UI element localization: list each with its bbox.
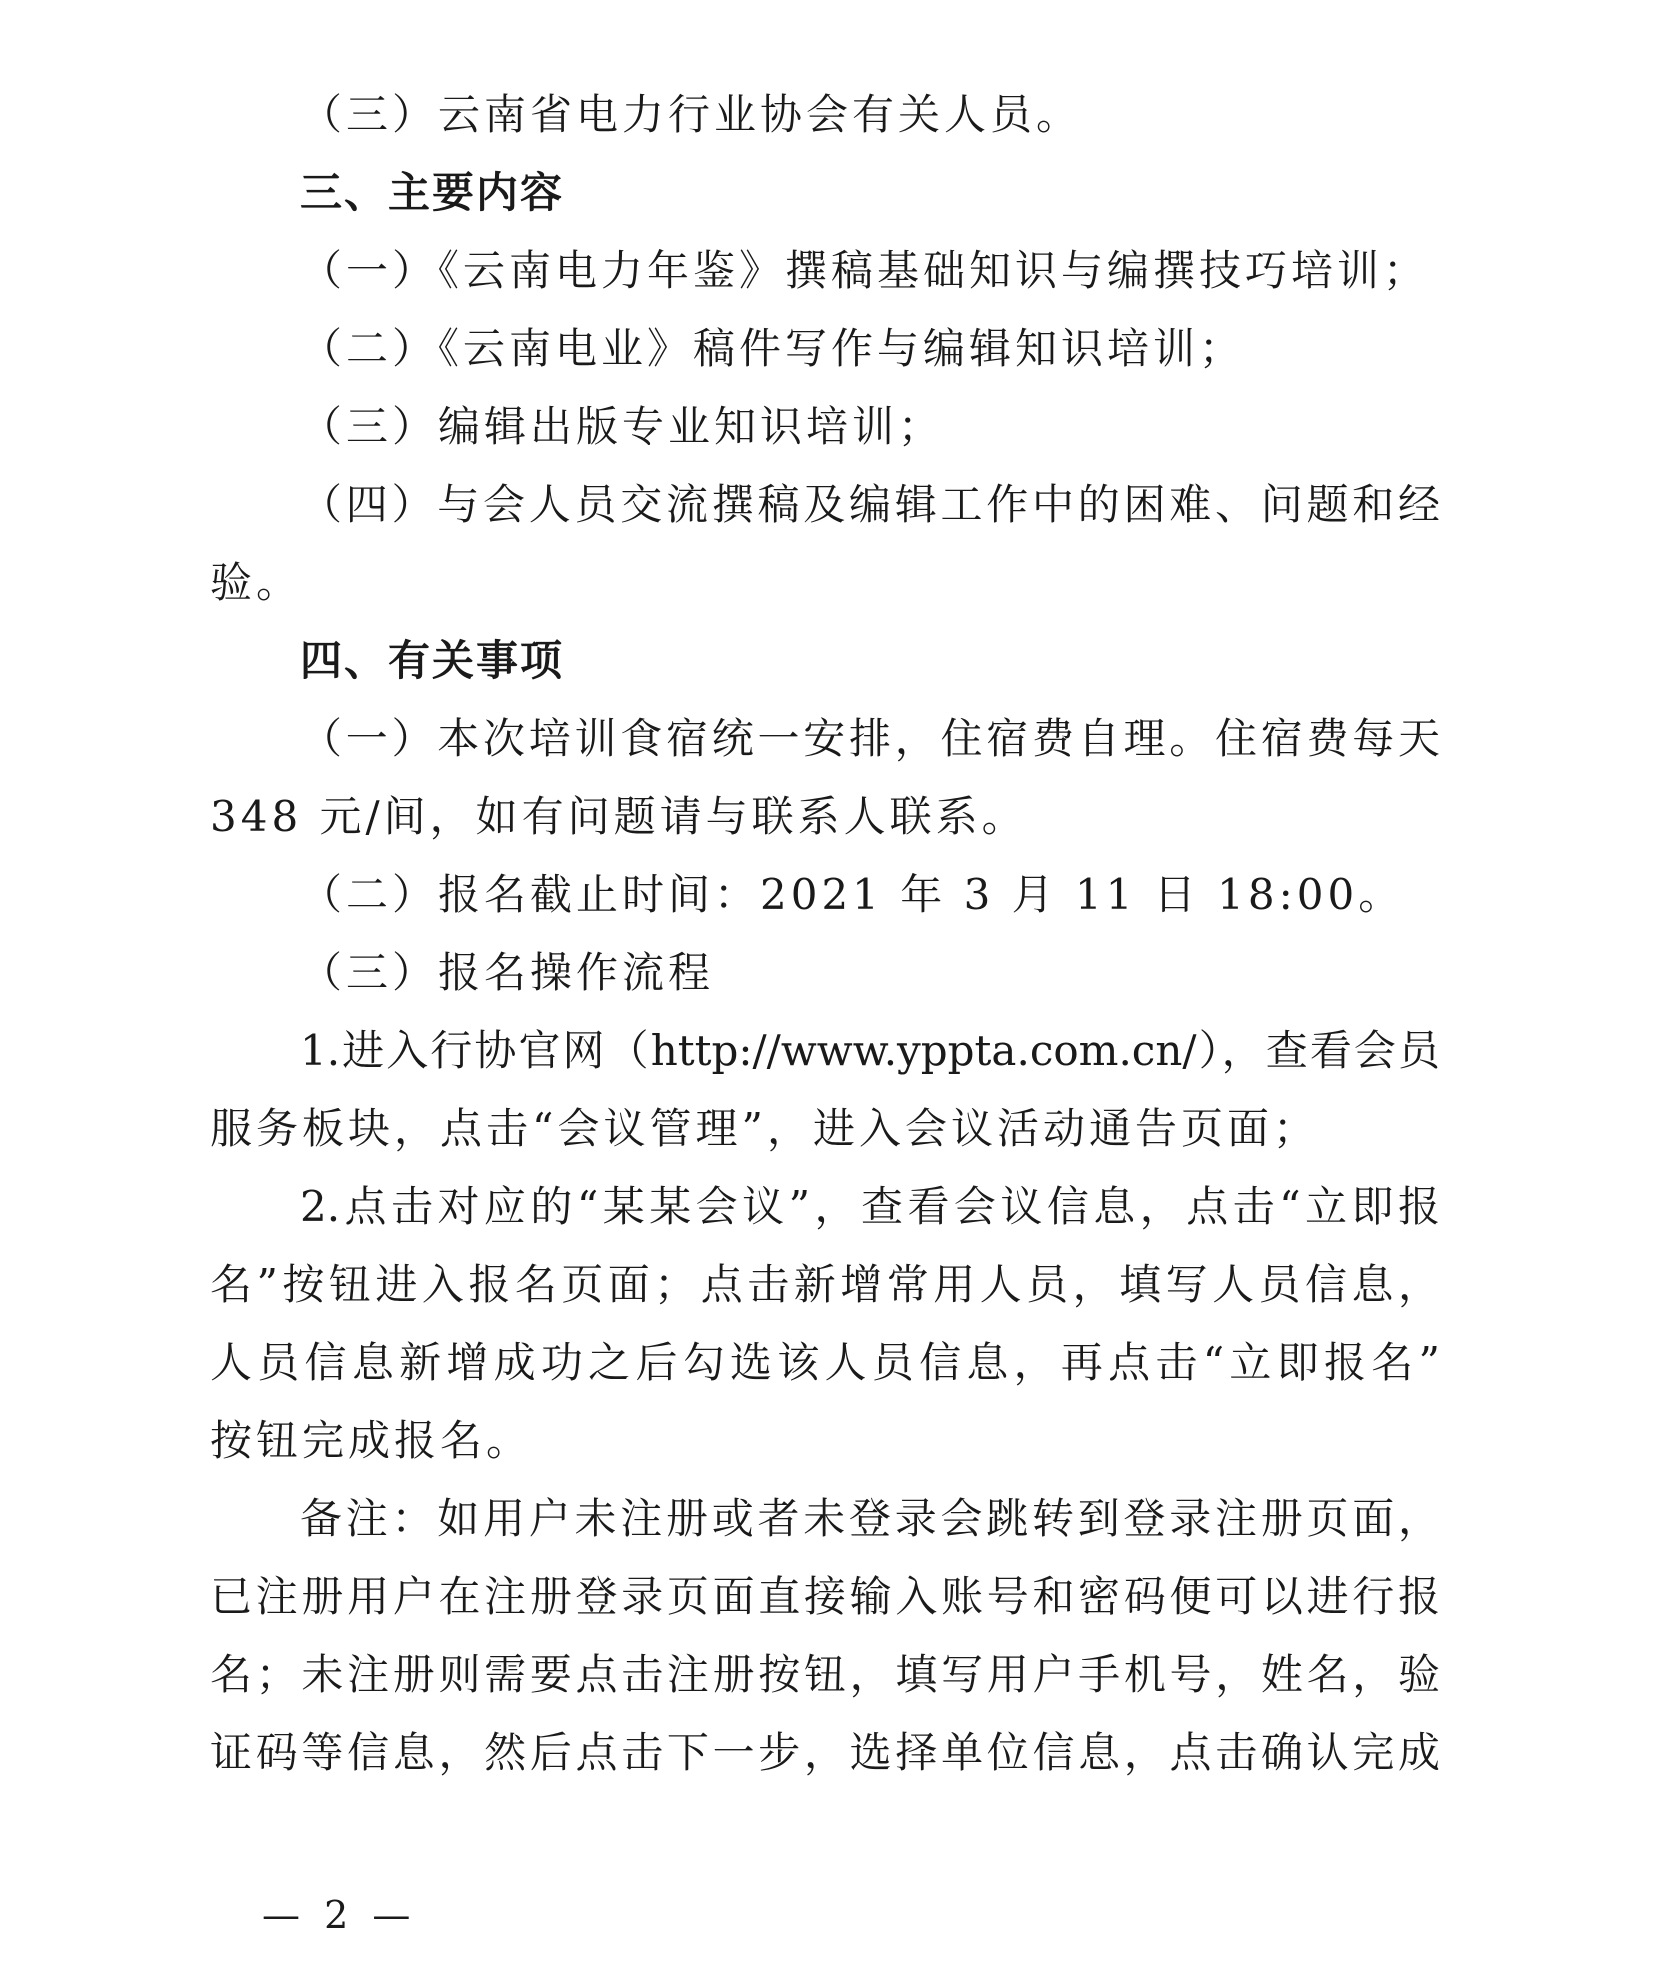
step-1-line-1: 1.进入行协官网（http://www.yppta.com.cn/），查看会员 [300,1026,1440,1075]
section-heading-related-matters: 四、有关事项 [300,636,565,685]
page-number: — 2 — [262,1893,417,1937]
step-1-line-2: 服务板块，点击“会议管理”，进入会议活动通告页面； [210,1104,1319,1153]
step-2-line-2: 名”按钮进入报名页面；点击新增常用人员，填写人员信息， [210,1260,1440,1309]
content-item-3: （三）编辑出版专业知识培训； [300,402,945,451]
personnel-item-3: （三）云南省电力行业协会有关人员。 [300,90,1083,139]
content-item-4-line-1: （四）与会人员交流撰稿及编辑工作中的困难、问题和经 [300,480,1440,529]
matter-item-2-deadline: （二）报名截止时间：2021 年 3 月 11 日 18:00。 [300,870,1405,919]
note-line-2: 已注册用户在注册登录页面直接输入账号和密码便可以进行报 [210,1572,1440,1621]
note-line-3: 名；未注册则需要点击注册按钮，填写用户手机号，姓名，验 [210,1650,1440,1699]
content-item-2: （二）《云南电业》稿件写作与编辑知识培训； [300,324,1246,373]
note-line-4: 证码等信息，然后点击下一步，选择单位信息，点击确认完成 [210,1728,1440,1777]
step-2-line-4: 按钮完成报名。 [210,1416,533,1465]
section-heading-main-content: 三、主要内容 [300,168,565,217]
step-2-line-1: 2.点击对应的“某某会议”，查看会议信息，点击“立即报 [300,1182,1440,1231]
matter-item-1-line-1: （一）本次培训食宿统一安排，住宿费自理。住宿费每天 [300,714,1440,763]
step-2-line-3: 人员信息新增成功之后勾选该人员信息，再点击“立即报名” [210,1338,1440,1387]
matter-item-3-title: （三）报名操作流程 [300,948,715,997]
content-item-1: （一）《云南电力年鉴》撰稿基础知识与编撰技巧培训； [300,246,1430,295]
matter-item-1-line-2: 348 元/间，如有问题请与联系人联系。 [210,792,1028,841]
note-line-1: 备注：如用户未注册或者未登录会跳转到登录注册页面， [300,1494,1440,1543]
content-item-4-line-2: 验。 [210,558,303,607]
